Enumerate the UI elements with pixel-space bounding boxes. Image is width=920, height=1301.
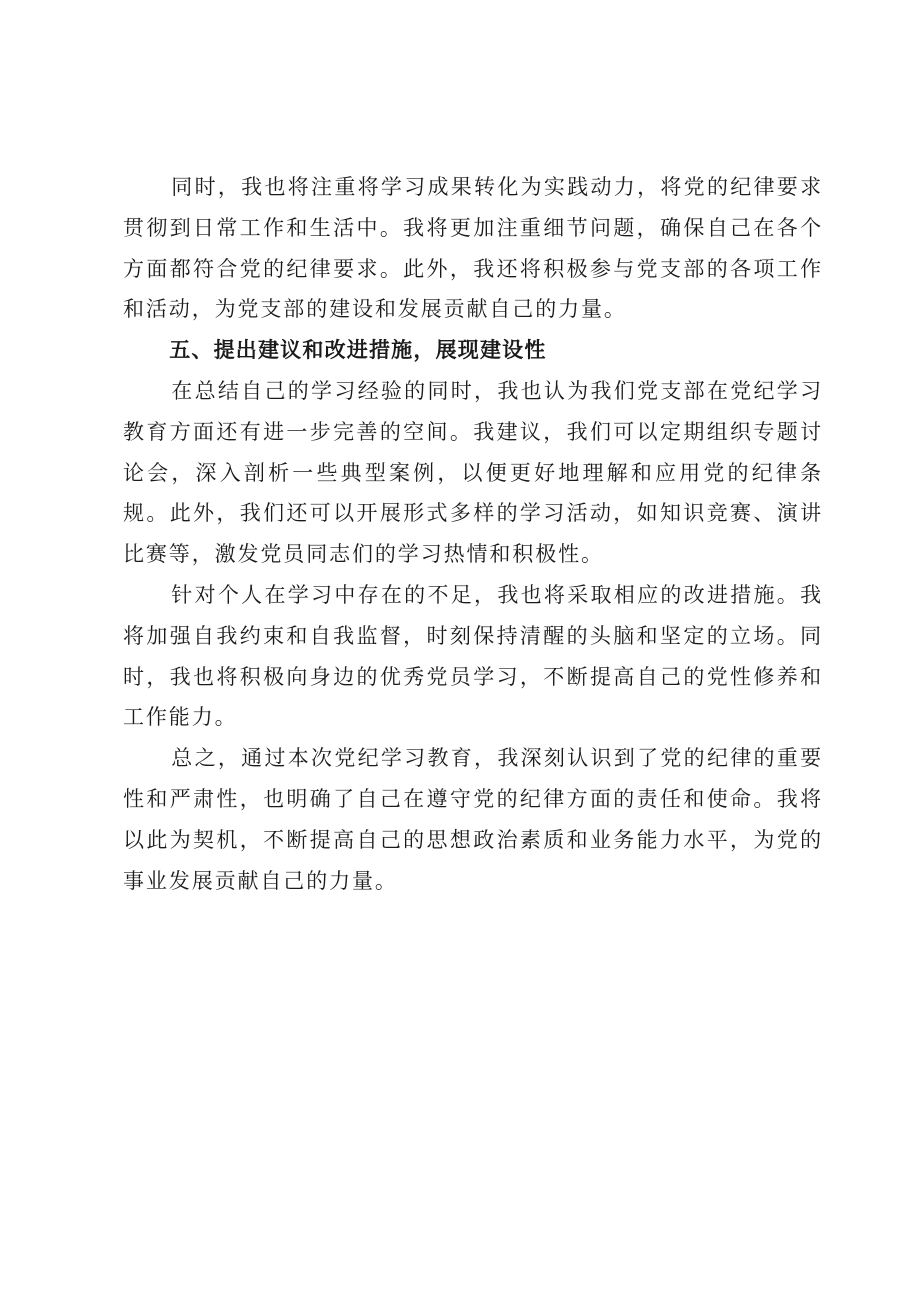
- section-heading-five: 五、提出建议和改进措施，展现建设性: [169, 338, 547, 363]
- paragraph-suggestions: 在总结自己的学习经验的同时，我也认为我们党支部在党纪学习教育方面还有进一步完善的空间。我建议，我们可以定期组织专题讨论会，深入剖析一些典型案例，以便更好地理解和应用党的纪律条规。此外，我们还可以开展形式多样的学习活动，如知识竞赛、演讲比赛等，激发党员同志们的学习热情和积极性。: [123, 378, 823, 567]
- document-body: [123, 167, 823, 901]
- paragraph-practice: 同时，我也将注重将学习成果转化为实践动力，将党的纪律要求贯彻到日常工作和生活中。我将更加注重细节问题，确保自己在各个方面都符合党的纪律要求。此外，我还将积极参与党支部的各项工作和活动，为党支部的建设和发展贡献自己的力量。: [123, 175, 823, 322]
- paragraph-improvements: 针对个人在学习中存在的不足，我也将采取相应的改进措施。我将加强自我约束和自我监督，时刻保持清醒的头脑和坚定的立场。同时，我也将积极向身边的优秀党员学习，不断提高自己的党性修养和工作能力。: [123, 582, 823, 730]
- paragraph-conclusion: 总之，通过本次党纪学习教育，我深刻认识到了党的纪律的重要性和严肃性，也明确了自己在遵守党的纪律方面的责任和使命。我将以此为契机，不断提高自己的思想政治素质和业务能力水平，为党的事业发展贡献自己的力量。: [123, 746, 823, 893]
